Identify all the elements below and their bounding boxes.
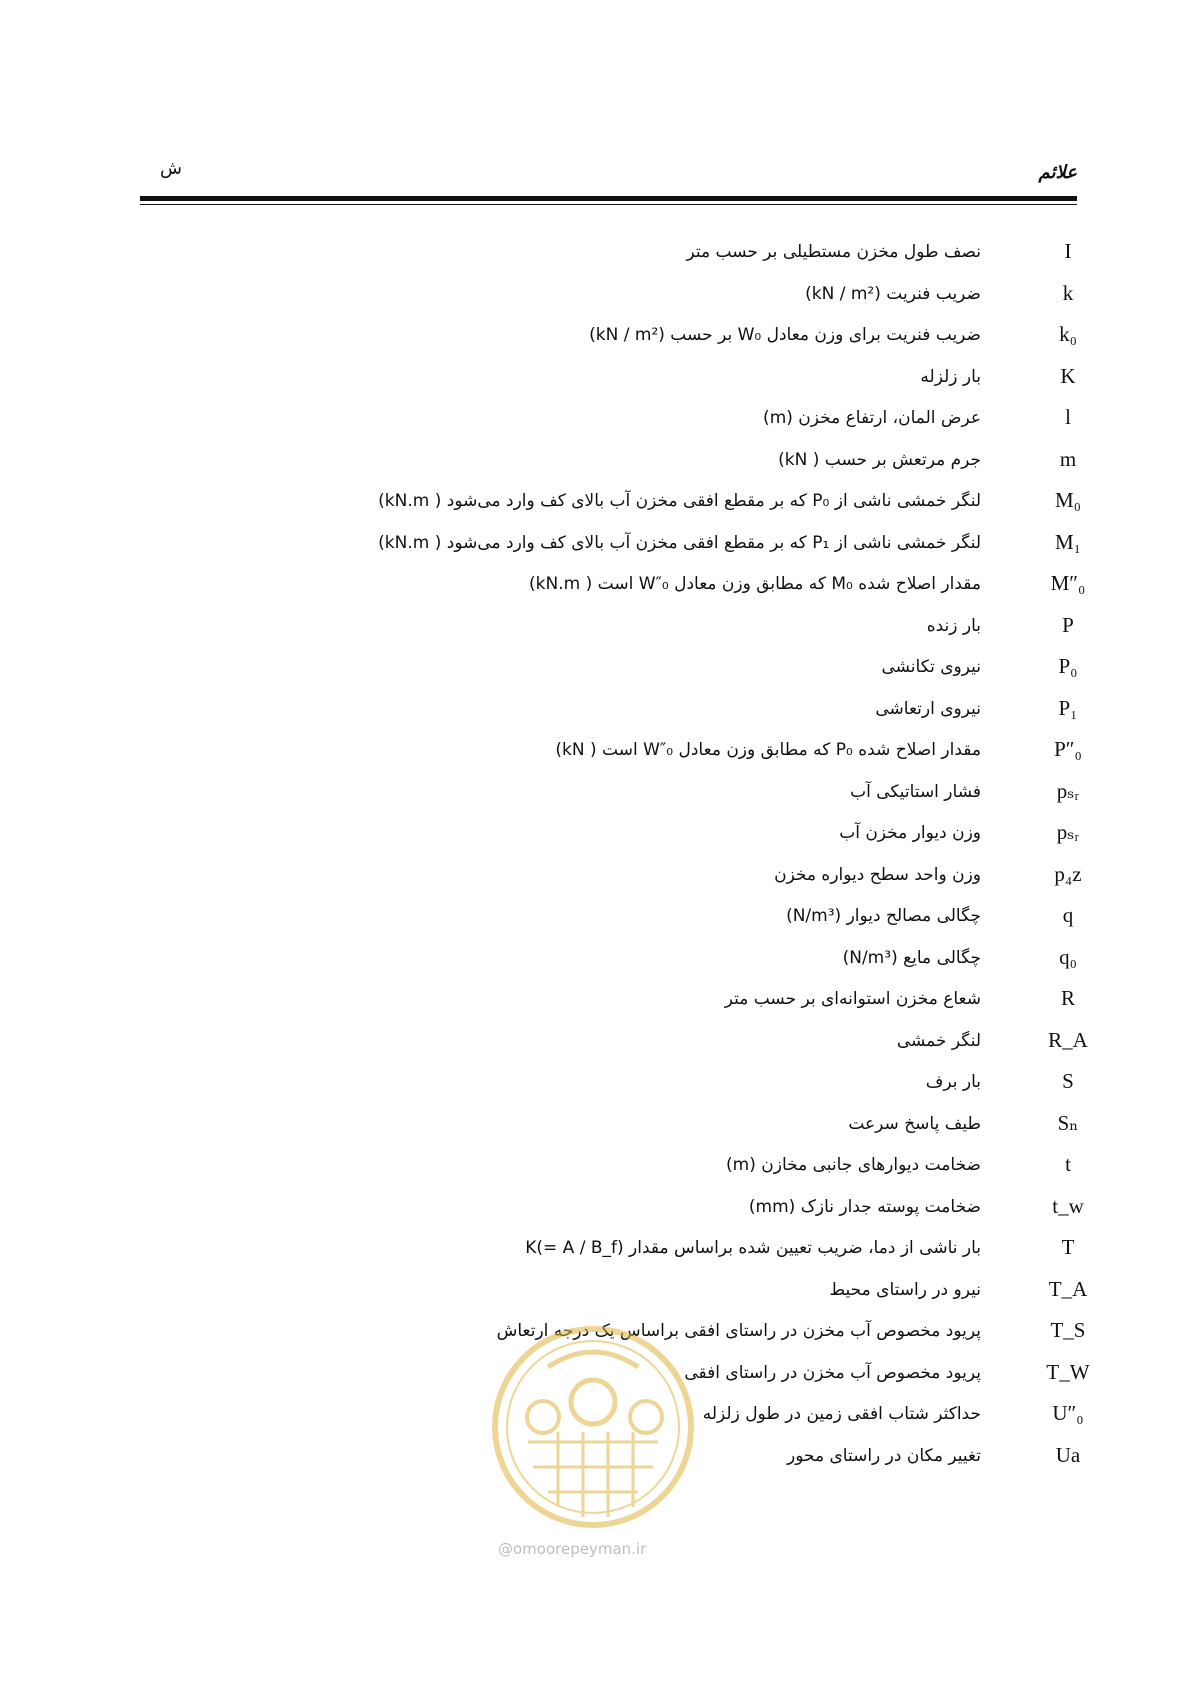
symbol: k bbox=[1062, 280, 1074, 305]
symbol-row bbox=[0, 687, 1191, 727]
symbol: I bbox=[1064, 239, 1072, 263]
symbol: k₀ bbox=[1059, 322, 1077, 346]
symbol: M₁ bbox=[1055, 529, 1081, 554]
symbol-description: پریود مخصوص آب مخزن در راستای افقی bbox=[684, 1362, 981, 1383]
symbol-row bbox=[0, 313, 1191, 353]
page-letter: ش bbox=[160, 158, 182, 179]
symbol-description: لنگر خمشی ناشی از P₁ که بر مقطع افقی مخزن آب بالای کف وارد می‌شود ( kN.m) bbox=[378, 532, 981, 553]
symbol-description: بار زلزله bbox=[920, 366, 981, 387]
symbol-row bbox=[0, 562, 1191, 602]
symbol-description: ضخامت دیوارهای جانبی مخازن (m) bbox=[726, 1155, 981, 1175]
symbol-description: لنگر خمشی ناشی از P₀ که بر مقطع افقی مخزن آب بالای کف وارد می‌شود ( kN.m) bbox=[378, 491, 981, 511]
symbol-description: لنگر خمشی bbox=[896, 1030, 981, 1051]
symbol: T_W bbox=[1046, 1359, 1090, 1384]
symbol-row bbox=[0, 1060, 1191, 1100]
symbol: M″₀ bbox=[1050, 571, 1086, 595]
symbol: P bbox=[1062, 612, 1074, 637]
symbol: P″₀ bbox=[1054, 737, 1082, 761]
symbol-row bbox=[0, 894, 1191, 934]
symbol: q bbox=[1062, 903, 1074, 927]
symbol-description: حداکثر شتاب افقی زمین در طول زلزله bbox=[702, 1404, 981, 1424]
symbol: l bbox=[1065, 405, 1071, 429]
symbol-row bbox=[0, 1226, 1191, 1266]
watermark-logo bbox=[488, 1322, 698, 1532]
symbol: R bbox=[1060, 986, 1075, 1010]
symbol: t bbox=[1065, 1152, 1071, 1176]
symbol-row bbox=[0, 1102, 1191, 1142]
symbol: R_A bbox=[1048, 1027, 1088, 1052]
symbol-description: مقدار اصلاح شده P₀ که مطابق وزن معادل W″₀ است ( kN) bbox=[555, 740, 981, 760]
symbol-row bbox=[0, 770, 1191, 810]
symbol-description: نیروی ارتعاشی bbox=[875, 698, 981, 719]
symbol-description: جرم مرتعش بر حسب ( kN) bbox=[778, 449, 981, 470]
symbol: K bbox=[1060, 363, 1076, 388]
symbol-description: نصف طول مخزن مستطیلی بر حسب متر bbox=[686, 242, 981, 262]
symbol: Sₙ bbox=[1057, 1110, 1079, 1135]
symbol-row bbox=[0, 1268, 1191, 1308]
symbol: P₁ bbox=[1058, 695, 1078, 720]
symbol: T_S bbox=[1050, 1318, 1086, 1342]
symbol-row bbox=[0, 355, 1191, 395]
symbol: m bbox=[1059, 446, 1077, 471]
symbol: q₀ bbox=[1059, 944, 1077, 969]
symbol: S bbox=[1062, 1069, 1074, 1093]
symbol: T bbox=[1061, 1235, 1075, 1259]
symbol-description: بار برف bbox=[925, 1072, 981, 1092]
header-rule-thin bbox=[140, 204, 1077, 205]
symbol: M₀ bbox=[1055, 488, 1081, 512]
symbol-row bbox=[0, 728, 1191, 768]
symbol-description: عرض المان، ارتفاع مخزن (m) bbox=[763, 408, 981, 428]
symbol-description: نیرو در راستای محیط bbox=[829, 1279, 981, 1300]
symbol: t_w bbox=[1052, 1193, 1084, 1218]
symbol-description: بار ناشی از دما، ضریب تعیین شده براساس مقدار K(= A / B_f) bbox=[525, 1238, 981, 1258]
symbol: p₄z bbox=[1054, 861, 1082, 886]
symbol-row bbox=[0, 1185, 1191, 1225]
symbol-row bbox=[0, 936, 1191, 976]
symbol: Ua bbox=[1055, 1442, 1081, 1467]
symbol-row bbox=[0, 396, 1191, 436]
symbol-description: چگالی مصالح دیوار (N/m³) bbox=[786, 906, 981, 926]
symbol: T_A bbox=[1048, 1276, 1088, 1301]
watermark-text: @omoorepeyman.ir bbox=[498, 1540, 647, 1558]
symbol-row bbox=[0, 645, 1191, 685]
symbol-row bbox=[0, 811, 1191, 851]
symbol-description: پریود مخصوص آب مخزن در راستای افقی براساس یک درجه ارتعاش bbox=[496, 1321, 981, 1341]
symbol-description: چگالی مایع (N/m³) bbox=[842, 947, 981, 968]
symbol-row bbox=[0, 853, 1191, 893]
symbol-description: مقدار اصلاح شده M₀ که مطابق وزن معادل W″₀ است ( kN.m) bbox=[529, 574, 981, 594]
symbol-description: نیروی تکانشی bbox=[881, 657, 981, 677]
symbol-row bbox=[0, 230, 1191, 270]
symbol-description: طیف پاسخ سرعت bbox=[848, 1113, 981, 1134]
symbol: pₛᵣ bbox=[1056, 778, 1080, 803]
symbol-description: ضخامت پوسته جدار نازک (mm) bbox=[748, 1196, 981, 1217]
symbol-row bbox=[0, 1019, 1191, 1059]
symbol-row bbox=[0, 604, 1191, 644]
section-title: علائم bbox=[1038, 162, 1077, 183]
symbol-description: فشار استاتیکی آب bbox=[850, 781, 981, 802]
symbol-row bbox=[0, 521, 1191, 561]
symbol-description: شعاع مخزن استوانه‌ای بر حسب متر bbox=[724, 989, 981, 1009]
symbol-description: ضریب فنریت (kN / m²) bbox=[805, 283, 981, 304]
symbol-description: وزن واحد سطح دیواره مخزن bbox=[774, 864, 981, 885]
header-rule-thick bbox=[140, 196, 1077, 201]
symbol: U″₀ bbox=[1052, 1401, 1084, 1425]
symbol-description: وزن دیوار مخزن آب bbox=[839, 823, 981, 843]
symbol-row bbox=[0, 438, 1191, 478]
symbol-description: تغییر مکان در راستای محور bbox=[787, 1445, 981, 1466]
symbol: P₀ bbox=[1058, 654, 1078, 678]
symbol-description: ضریب فنریت برای وزن معادل W₀ بر حسب (kN / m²) bbox=[589, 325, 981, 345]
symbol-row bbox=[0, 1143, 1191, 1183]
symbol-row bbox=[0, 272, 1191, 312]
symbol-description: بار زنده bbox=[926, 615, 981, 636]
symbol-row bbox=[0, 479, 1191, 519]
symbol-row bbox=[0, 977, 1191, 1017]
symbol: pₛᵣ bbox=[1056, 820, 1080, 844]
